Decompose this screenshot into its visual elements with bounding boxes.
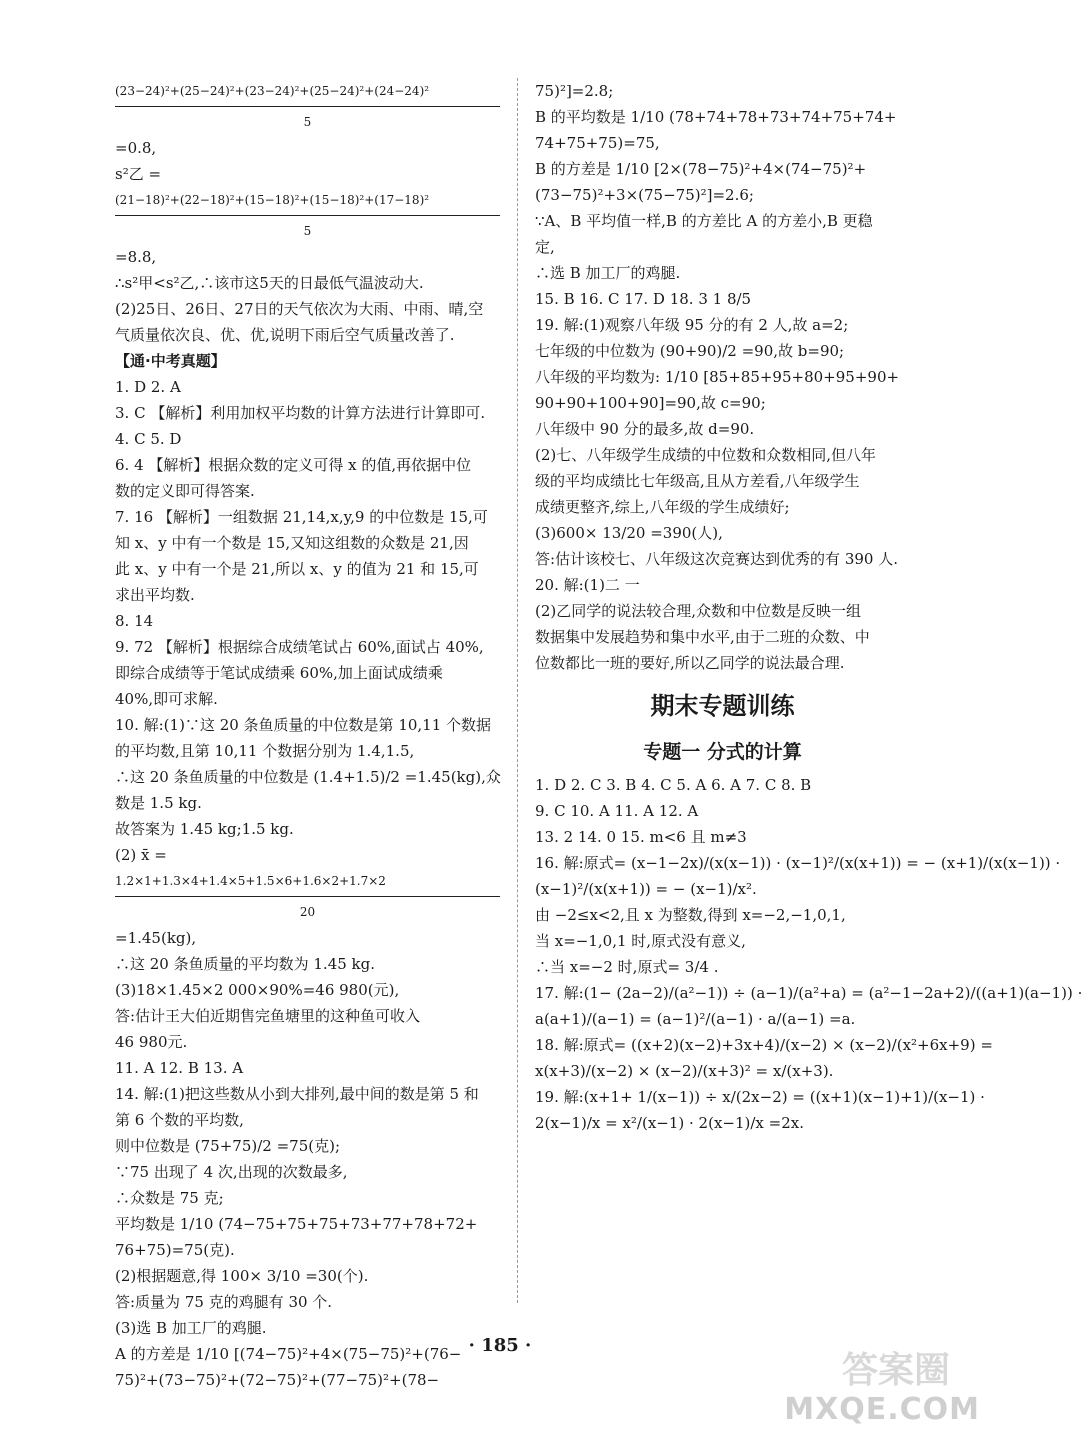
text-line: (3)选 B 加工厂的鸡腿. — [115, 1319, 267, 1337]
text-line: 【通·中考真题】 — [115, 352, 226, 370]
text-line: 4. C 5. D — [115, 430, 182, 448]
right-column — [535, 78, 1082, 1136]
text-line: s²乙 = — [115, 165, 162, 183]
text-line: 此 x、y 中有一个是 21,所以 x、y 的值为 21 和 15,可 — [115, 560, 479, 578]
text-line: 19. 解:(x+1+ 1/(x−1)) ÷ x/(2x−2) = ((x+1)(x−1)+1)/(x−1) · — [535, 1088, 985, 1106]
text-line: =0.8, — [115, 139, 157, 157]
text-line: 20. 解:(1)二 一 — [535, 576, 640, 594]
text-line: 3. C 【解析】利用加权平均数的计算方法进行计算即可. — [115, 404, 486, 422]
text-line: 6. 4 【解析】根据众数的定义可得 x 的值,再依据中位 — [115, 456, 472, 474]
text-line: 八年级中 90 分的最多,故 d=90. — [535, 420, 755, 438]
text-line: 答:估计该校七、八年级这次竞赛达到优秀的有 390 人. — [535, 550, 898, 568]
text-line: 数是 1.5 kg. — [115, 794, 202, 812]
text-line: (2)25日、26日、27日的天气依次为大雨、中雨、晴,空 — [115, 300, 484, 318]
text-line: 16. 解:原式= (x−1−2x)/(x(x−1)) · (x−1)²/(x(x+1)) = − (x+1)/(x(x−1)) · — [535, 854, 1061, 872]
text-line: =8.8, — [115, 248, 157, 266]
text-line: 当 x=−1,0,1 时,原式没有意义, — [535, 932, 746, 950]
text-line: ∴选 B 加工厂的鸡腿. — [535, 264, 681, 282]
fraction-bar — [115, 106, 500, 107]
text-line: 76+75)=75(克). — [115, 1241, 235, 1259]
text-line: ∴这 20 条鱼质量的平均数为 1.45 kg. — [115, 955, 376, 973]
text-line: 75)²+(73−75)²+(72−75)²+(77−75)²+(78− — [115, 1371, 440, 1389]
text-line: (x−1)²/(x(x+1)) = − (x−1)/x². — [535, 880, 757, 898]
text-line: (3)18×1.45×2 000×90%=46 980(元), — [115, 981, 400, 999]
watermark-text: MXQE.COM — [784, 1392, 980, 1427]
text-line: A 的方差是 1/10 [(74−75)²+4×(75−75)²+(76− — [115, 1345, 462, 1363]
text-line: 17. 解:(1− (2a−2)/(a²−1)) ÷ (a−1)/(a²+a) = (a²−1−2a+2)/((a+1)(a−1)) · — [535, 984, 1082, 1002]
text-line: ∴s²甲<s²乙,∴该市这5天的日最低气温波动大. — [115, 274, 424, 292]
text-line: (2) x̄ = — [115, 846, 167, 864]
text-line: 的平均数,且第 10,11 个数据分别为 1.4,1.5, — [115, 742, 415, 760]
text-line: 90+90+100+90]=90,故 c=90; — [535, 394, 766, 412]
text-line: 14. 解:(1)把这些数从小到大排列,最中间的数是第 5 和 — [115, 1085, 479, 1103]
text-line: 气质量依次良、优、优,说明下雨后空气质量改善了. — [115, 326, 455, 344]
text-line: 1. D 2. C 3. B 4. C 5. A 6. A 7. C 8. B — [535, 776, 812, 794]
watermark-logo — [740, 1337, 980, 1427]
page-number: · 185 · — [468, 1335, 532, 1356]
text-line: 期末专题训练 — [650, 692, 795, 720]
text-line: 专题一 分式的计算 — [643, 741, 802, 763]
watermark-logo-text: 答案圈 — [841, 1350, 950, 1391]
text-line: ∴这 20 条鱼质量的中位数是 (1.4+1.5)/2 =1.45(kg),众 — [115, 768, 501, 786]
text-line: (23−24)²+(25−24)²+(23−24)²+(25−24)²+(24−24)² — [115, 84, 430, 98]
text-line: ∵75 出现了 4 次,出现的次数最多, — [115, 1163, 348, 1181]
text-line: 答:质量为 75 克的鸡腿有 30 个. — [115, 1293, 333, 1311]
fraction-bar — [115, 215, 500, 216]
text-line: ∵A、B 平均值一样,B 的方差比 A 的方差小,B 更稳 — [535, 212, 873, 230]
text-line: 位数都比一班的要好,所以乙同学的说法最合理. — [535, 654, 845, 672]
text-line: (2)七、八年级学生成绩的中位数和众数相同,但八年 — [535, 446, 877, 464]
text-line: (21−18)²+(22−18)²+(15−18)²+(15−18)²+(17−18)² — [115, 193, 430, 207]
text-line: ∴当 x=−2 时,原式= 3/4 . — [535, 958, 719, 976]
text-line: 1. D 2. A — [115, 378, 181, 396]
text-line: 数的定义即可得答案. — [115, 482, 255, 500]
text-line: (73−75)²+3×(75−75)²]=2.6; — [535, 186, 754, 204]
text-line: 七年级的中位数为 (90+90)/2 =90,故 b=90; — [535, 342, 845, 360]
text-line: 成绩更整齐,综上,八年级的学生成绩好; — [535, 498, 790, 516]
text-line: 75)²]=2.8; — [535, 82, 614, 100]
fraction-bar — [115, 896, 500, 897]
text-line: 由 −2≤x<2,且 x 为整数,得到 x=−2,−1,0,1, — [535, 906, 846, 924]
text-line: 9. 72 【解析】根据综合成绩笔试占 60%,面试占 40%, — [115, 638, 484, 656]
text-line: 15. B 16. C 17. D 18. 3 1 8/5 — [535, 290, 752, 308]
left-column — [115, 78, 500, 1393]
text-line: 2(x−1)/x = x²/(x−1) · 2(x−1)/x =2x. — [535, 1114, 804, 1132]
text-line: =1.45(kg), — [115, 929, 197, 947]
text-line: 18. 解:原式= ((x+2)(x−2)+3x+4)/(x−2) × (x−2)/(x²+6x+9) = — [535, 1036, 993, 1054]
text-line: 数据集中发展趋势和集中水平,由于二班的众数、中 — [535, 628, 870, 646]
text-line: 第 6 个数的平均数, — [115, 1111, 244, 1129]
text-line: 即综合成绩等于笔试成绩乘 60%,加上面试成绩乘 — [115, 664, 443, 682]
text-line: 40%,即可求解. — [115, 690, 218, 708]
text-line: 20 — [299, 905, 316, 919]
text-line: 则中位数是 (75+75)/2 =75(克); — [115, 1137, 340, 1155]
text-line: (2)乙同学的说法较合理,众数和中位数是反映一组 — [535, 602, 862, 620]
text-line: 求出平均数. — [115, 586, 195, 604]
text-line: 11. A 12. B 13. A — [115, 1059, 244, 1077]
text-line: 答:估计王大伯近期售完鱼塘里的这种鱼可收入 — [115, 1007, 421, 1025]
text-line: 级的平均成绩比七年级高,且从方差看,八年级学生 — [535, 472, 860, 490]
column-divider — [517, 78, 518, 1303]
text-line: 5 — [303, 115, 312, 129]
text-line: 平均数是 1/10 (74−75+75+75+73+77+78+72+ — [115, 1215, 478, 1233]
text-line: (3)600× 13/20 =390(人), — [535, 524, 723, 542]
text-line: 知 x、y 中有一个数是 15,又知这组数的众数是 21,因 — [115, 534, 469, 552]
text-line: 19. 解:(1)观察八年级 95 分的有 2 人,故 a=2; — [535, 316, 849, 334]
text-line: (2)根据题意,得 100× 3/10 =30(个). — [115, 1267, 369, 1285]
text-line: B 的平均数是 1/10 (78+74+78+73+74+75+74+ — [535, 108, 897, 126]
text-line: 13. 2 14. 0 15. m<6 且 m≠3 — [535, 828, 747, 846]
text-line: x(x+3)/(x−2) × (x−2)/(x+3)² = x/(x+3). — [535, 1062, 834, 1080]
text-line: 故答案为 1.45 kg;1.5 kg. — [115, 820, 294, 838]
text-line: 74+75+75)=75, — [535, 134, 660, 152]
text-line: 46 980元. — [115, 1033, 188, 1051]
text-line: 1.2×1+1.3×4+1.4×5+1.5×6+1.6×2+1.7×2 — [115, 874, 386, 888]
text-line: B 的方差是 1/10 [2×(78−75)²+4×(74−75)²+ — [535, 160, 867, 178]
text-line: 9. C 10. A 11. A 12. A — [535, 802, 699, 820]
text-line: 7. 16 【解析】一组数据 21,14,x,y,9 的中位数是 15,可 — [115, 508, 488, 526]
text-line: ∴众数是 75 克; — [115, 1189, 224, 1207]
text-line: 8. 14 — [115, 612, 154, 630]
text-line: 10. 解:(1)∵这 20 条鱼质量的中位数是第 10,11 个数据 — [115, 716, 492, 734]
text-line: 定, — [535, 238, 555, 256]
text-line: a(a+1)/(a−1) = (a−1)²/(a−1) · a/(a−1) =a. — [535, 1010, 856, 1028]
text-line: 5 — [303, 224, 312, 238]
text-line: 八年级的平均数为: 1/10 [85+85+95+80+95+90+ — [535, 368, 900, 386]
